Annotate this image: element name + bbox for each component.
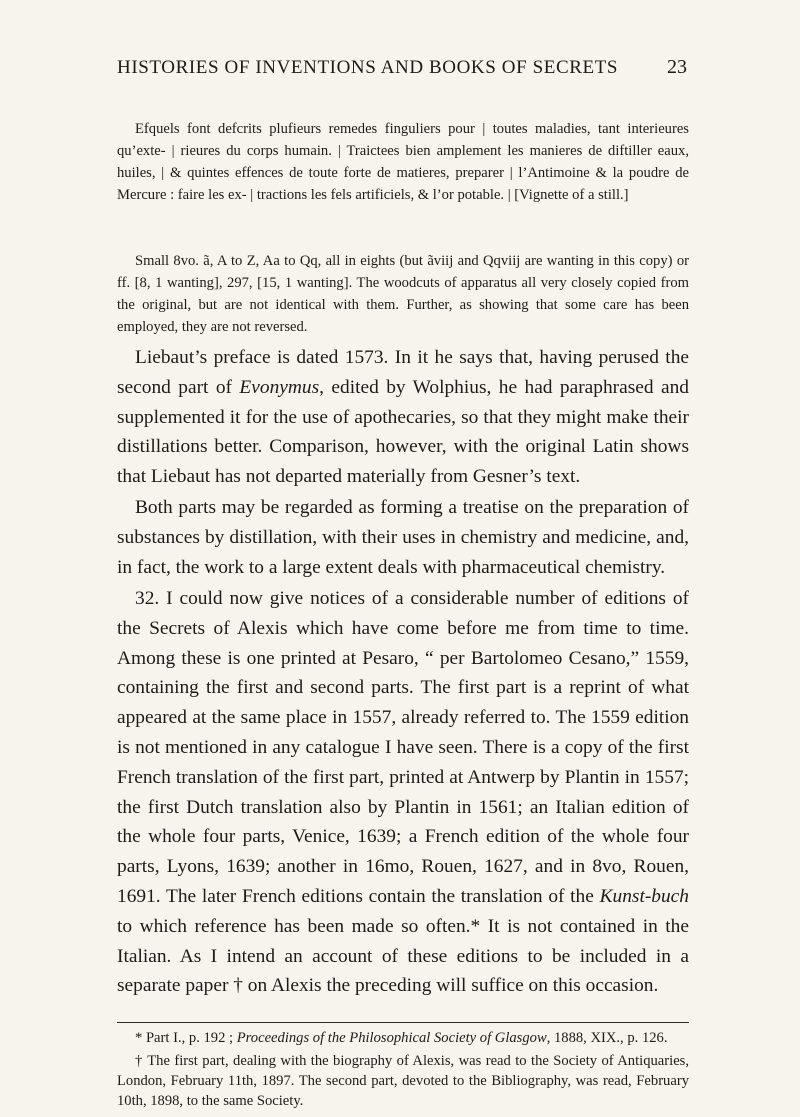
colophon-collation: Small 8vo. ã, A to Z, Aa to Qq, all in eights (but ãviij and Qqviij are wanting in this copy) or ff. [8, 1 wanting], 297, [15, 1 wanting]. The woodcuts of apparatus all very closely copied from the original, but are not identical with them. Further, as showing that some care has been employed, they are not reversed. [117, 253, 689, 335]
p1-title-evonymus: Evonymus [239, 376, 320, 398]
f1-text-b: , 1888, XIX., p. 126. [546, 1030, 668, 1046]
running-title: HISTORIES OF INVENTIONS AND BOOKS OF SECRETS [117, 57, 619, 78]
p1-text-a: Liebaut’s preface is dated 1573. In it he says that, having perused the second part of [117, 347, 689, 398]
paragraph-both-parts: Both parts may be regarded as forming a treatise on the preparation of substances by distillation, with their uses in chemistry and medicine, and, in fact, the work to a large extent deals with pharmaceutical chemistry. [117, 497, 689, 578]
f1-text-a: * Part I., p. 192 ; [135, 1030, 237, 1046]
paragraph-editions-of-alexis [117, 584, 689, 1001]
p3-text-a: 32. I could now give notices of a considerable number of editions of the Secrets of Alexis which have come before me from time to time. Among these is one printed at Pesaro, “ per Bartolomeo Cesano,” 1559, containing the first and second parts. The first part is a reprint of what appeared at the same place in 1557, already referred to. The 1559 edition is not mentioned in any catalogue I have seen. There is a copy of the first French translation of the first part, printed at Antwerp by Plantin in 1557; the first Dutch translation also by Plantin in 1561; an Italian edition of the whole four parts, Venice, 1639; a French edition of the whole four parts, Lyons, 1639; another in 16mo, Rouen, 1627, and in 8vo, Rouen, 1691. The later French editions contain the translation of the [117, 588, 689, 907]
page-number: 23 [667, 56, 687, 78]
p3-title-kunst-buch: Kunst-buch [599, 885, 689, 907]
running-header [117, 56, 687, 79]
footnote-divider [117, 1022, 689, 1023]
footnote-asterisk [117, 1028, 689, 1048]
colophon-title-transcription: Efquels font defcrits plufieurs remedes finguliers pour | toutes maladies, tant interieures qu’exte- | rieures du corps humain. | Traictees bien amplement les manieres de diftiller eaux, huiles, | & quintes effences de toute forte de matieres, preparer | l’Antimoine & la poudre de Mercure : faire les ex- | tractions les fels artificiels, & l’or potable. | [Vignette of a still.] [117, 121, 689, 203]
p3-text-b: to which reference has been made so often.* It is not contained in the Italian. As I intend an account of these editions to be included in a separate paper † on Alexis the preceding will suffice on this occasion. [117, 915, 689, 997]
footnote-dagger: † The first part, dealing with the biography of Alexis, was read to the Society of Antiquaries, London, February 11th, 1897. The second part, devoted to the Bibliography, was read, February 10th, 1898, to the same Society. [117, 1053, 689, 1109]
f1-journal-title: Proceedings of the Philosophical Society of Glasgow [236, 1030, 547, 1046]
p1-text-b: , edited by Wolphius, he had paraphrased and supplemented it for the use of apothecaries, so that they might make their distillations better. Comparison, however, with the original Latin shows that Liebaut has not departed materially from Gesner’s text. [117, 376, 690, 488]
paragraph-liebaut-preface [117, 343, 689, 492]
